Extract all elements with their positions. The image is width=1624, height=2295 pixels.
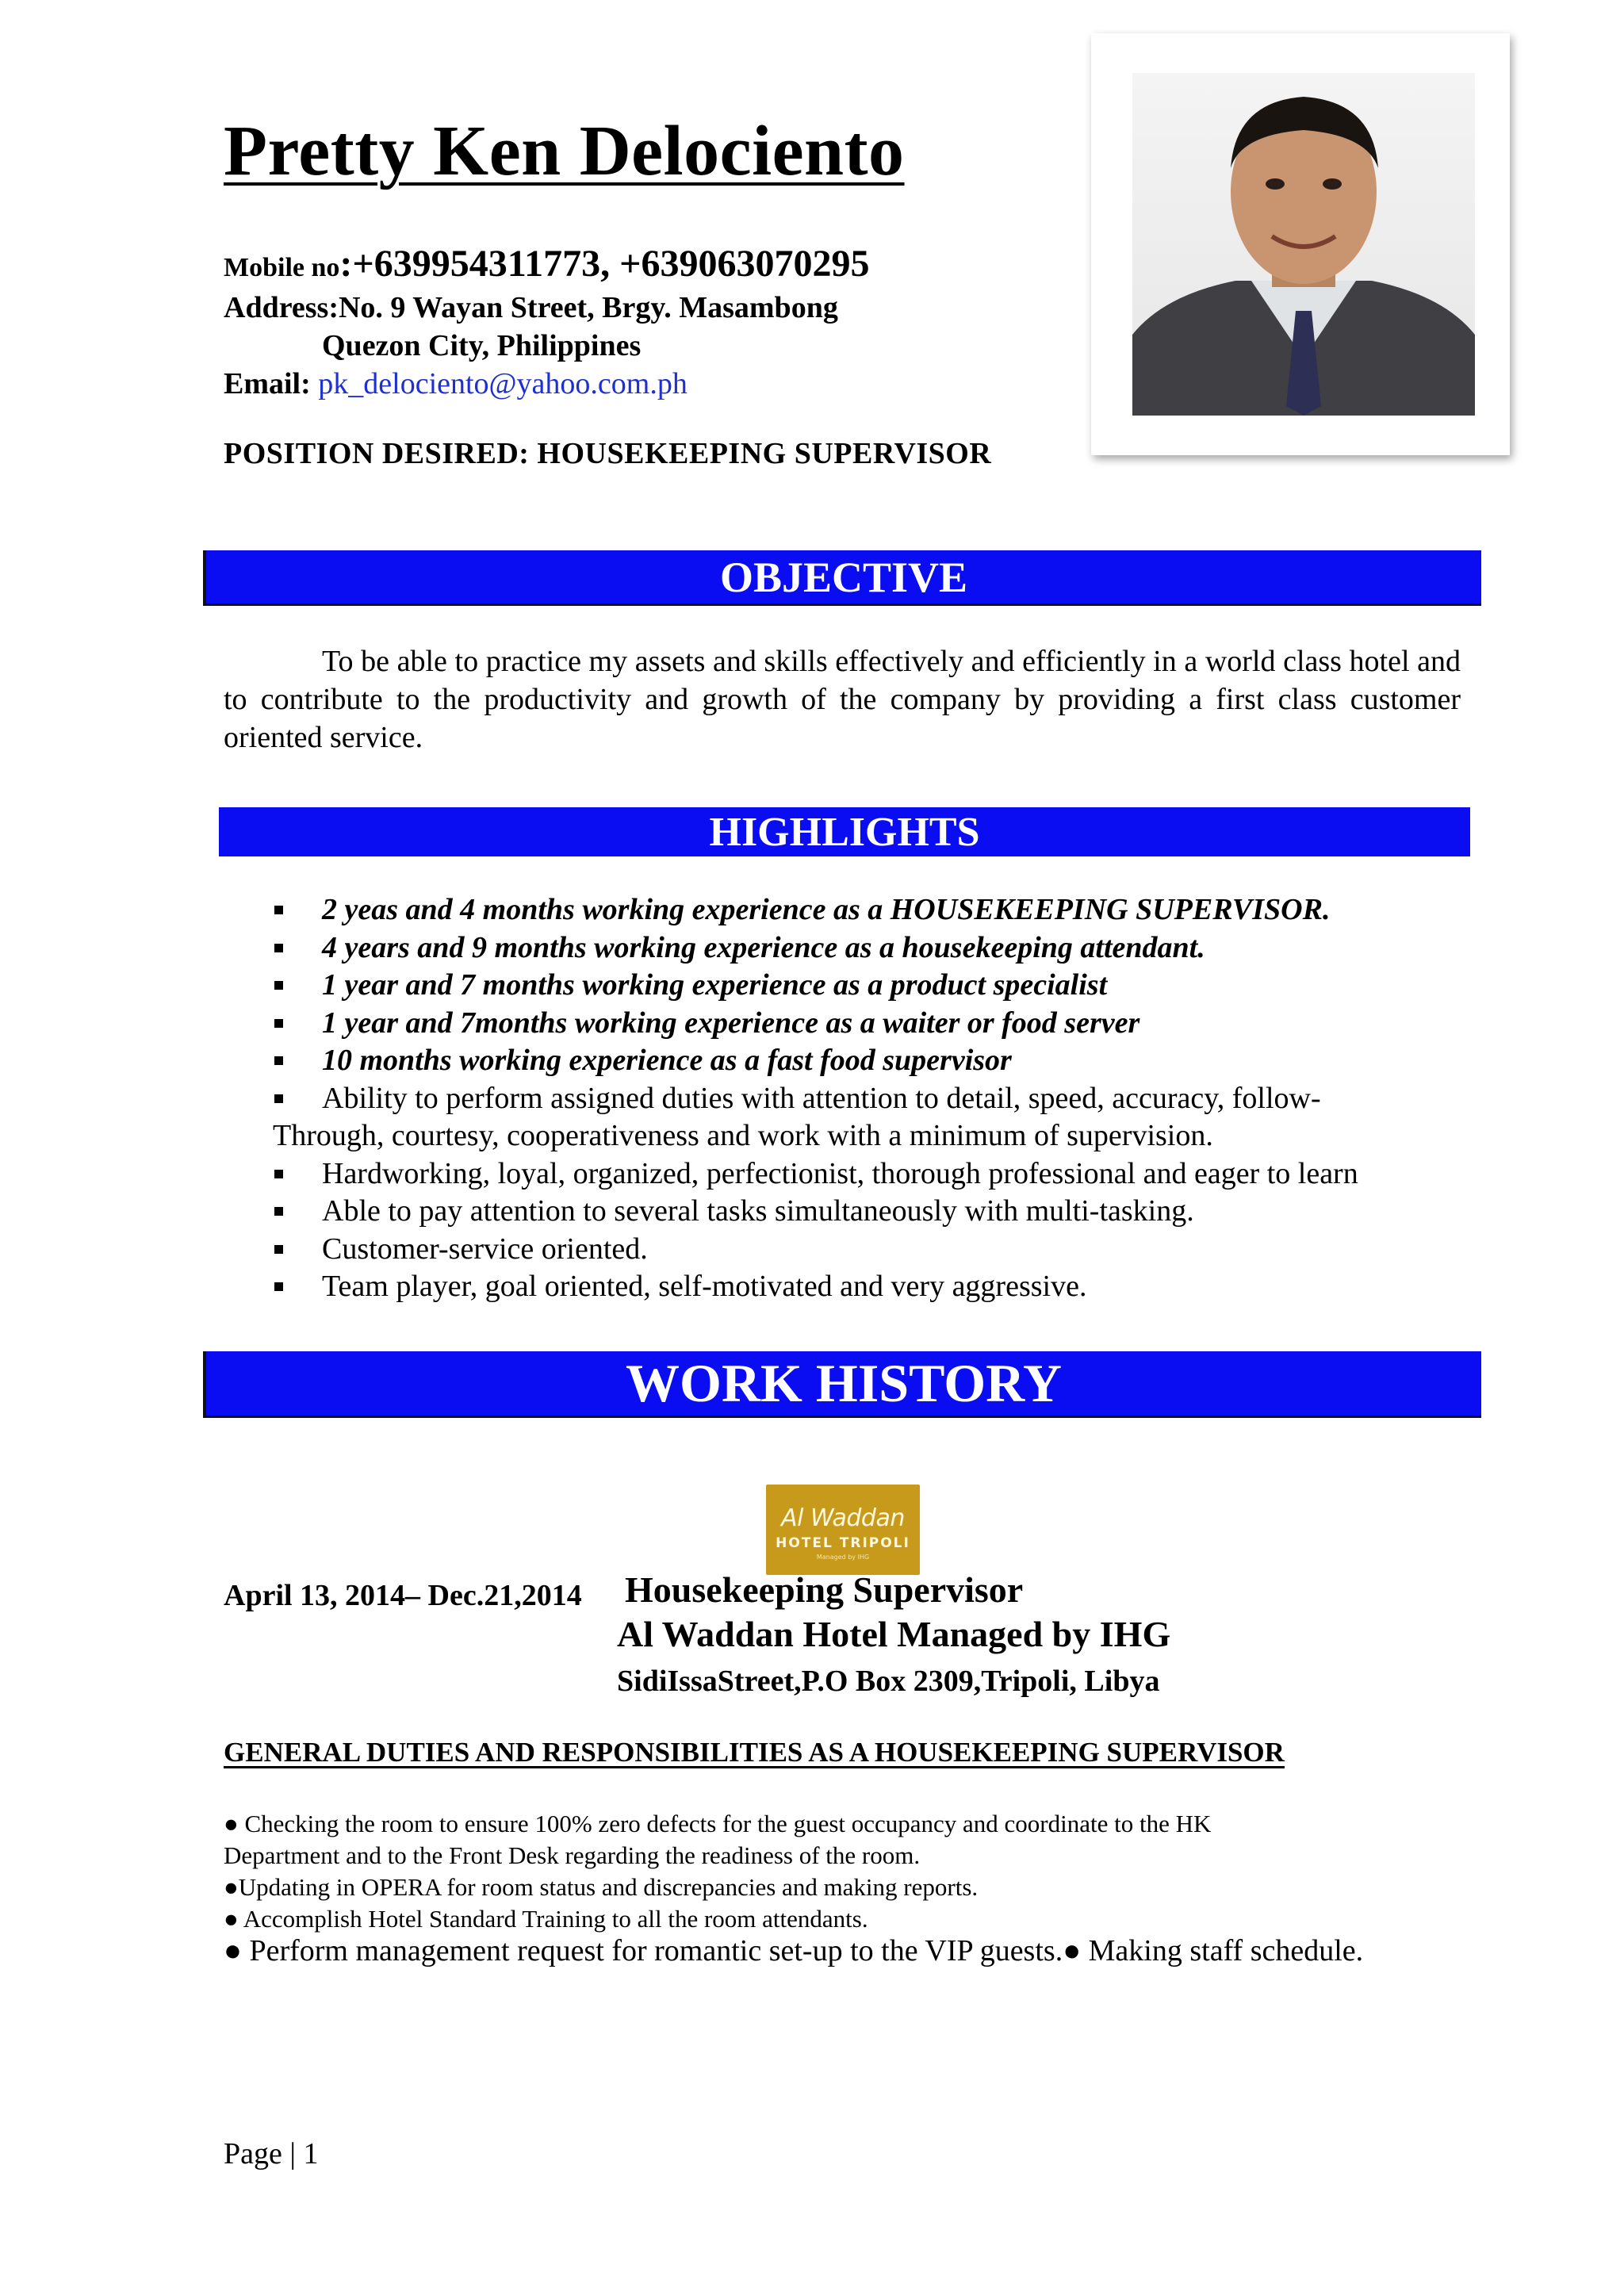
email-label: Email: [224,367,311,400]
list-item-continuation: Through, courtesy, cooperativeness and work with a minimum of supervision. [273,1119,1213,1152]
bullet-icon [274,1207,283,1216]
job-dates: April 13, 2014– Dec.21,2014 [224,1579,582,1612]
duty-line: ● Checking the room to ensure 100% zero defects for the guest occupancy and coordinate to the HK [224,1810,1212,1837]
list-item: 1 year and 7 months working experience as a product specialist [224,967,1508,1005]
objective-heading: OBJECTIVE [719,553,968,601]
bullet-icon [274,1245,283,1254]
bullet-icon [274,1094,283,1103]
job-title: Housekeeping Supervisor [625,1569,1024,1610]
address-line-2: Quezon City, Philippines [322,329,642,362]
list-item: Hardworking, loyal, organized, perfectionist, thorough professional and eager to learn [224,1155,1508,1193]
candidate-name: Pretty Ken Delociento [224,112,905,190]
bullet-icon [274,1170,283,1178]
list-item: Customer-service oriented. [224,1231,1508,1269]
duty-line: ●Updating in OPERA for room status and discrepancies and making reports. [224,1873,979,1901]
hotel-logo: Al Waddan HOTEL TRIPOLI Managed by IHG [766,1485,920,1575]
duty-line: Department and to the Front Desk regarding the readiness of the room. [224,1841,921,1869]
email-line [224,366,688,403]
position-desired: POSITION DESIRED: HOUSEKEEPING SUPERVISOR [224,437,992,470]
page-number: Page | 1 [224,2137,319,2170]
list-item: 10 months working experience as a fast food supervisor [224,1042,1508,1080]
job-employer: Al Waddan Hotel Managed by IHG [617,1614,1171,1654]
objective-heading-bar [203,550,1481,606]
mobile-label: Mobile no [224,253,340,282]
highlights-list [224,891,1508,1306]
list-item: 1 year and 7months working experience as a waiter or food server [224,1005,1508,1043]
bullet-icon [274,1056,283,1065]
bullet-icon [274,1019,283,1028]
work-history-heading: WORK HISTORY [626,1353,1062,1413]
highlights-heading-bar [219,807,1470,856]
profile-photo [1132,73,1475,416]
duty-line: ● Perform management request for romantic set-up to the VIP guests.● Making staff schedule. [224,1934,1364,1967]
email-link[interactable]: pk_delociento@yahoo.com.ph [318,367,688,400]
list-item: Able to pay attention to several tasks simultaneously with multi-tasking. [224,1193,1508,1231]
bullet-icon [274,906,283,914]
list-item: 4 years and 9 months working experience as a housekeeping attendant. [224,929,1508,967]
list-item: 2 yeas and 4 months working experience as a HOUSEKEEPING SUPERVISOR. [224,891,1508,929]
bullet-icon [274,981,283,990]
profile-photo-frame [1091,33,1510,455]
address-line-1: Address:No. 9 Wayan Street, Brgy. Masambong [224,291,838,324]
highlights-heading: HIGHLIGHTS [709,809,980,855]
job-address: SidiIssaStreet,P.O Box 2309,Tripoli, Libya [617,1665,1160,1698]
objective-text: To be able to practice my assets and skills effectively and efficiently in a world class hotel and to contribute to the productivity and growth of the company by providing a first class customer oriented service. [224,645,1461,754]
list-item: Ability to perform assigned duties with attention to detail, speed, accuracy, follow- [224,1080,1508,1118]
mobile-line [224,241,869,287]
list-item: Team player, goal oriented, self-motivated and very aggressive. [224,1268,1508,1306]
work-history-heading-bar [203,1351,1481,1418]
bullet-icon [274,944,283,952]
duties-heading: GENERAL DUTIES AND RESPONSIBILITIES AS A HOUSEKEEPING SUPERVISOR [224,1737,1285,1768]
duty-line: ● Accomplish Hotel Standard Training to all the room attendants. [224,1905,868,1933]
bullet-icon [274,1282,283,1291]
mobile-numbers: :+639954311773, +639063070295 [339,243,870,285]
